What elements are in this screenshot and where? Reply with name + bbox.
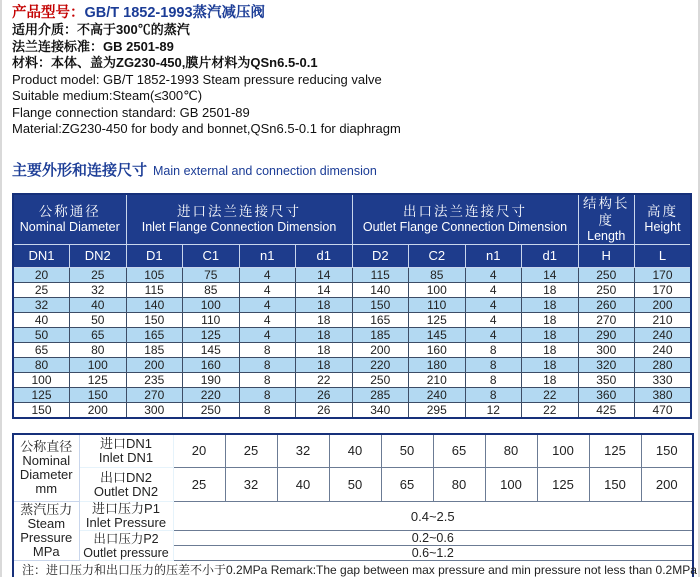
table-cell: 185: [352, 327, 409, 342]
table-cell: 40: [13, 312, 70, 327]
label-line: 进口压力P1: [92, 501, 160, 516]
table-cell: 40: [70, 297, 127, 312]
table-cell: 14: [522, 267, 579, 282]
table-cell: 150: [641, 434, 693, 468]
table-cell: 4: [465, 282, 522, 297]
section-title-cn: 主要外形和连接尺寸: [12, 161, 148, 179]
outlet-dn-row: [13, 468, 693, 502]
table-cell: 75: [183, 267, 240, 282]
table-cell: 125: [537, 468, 589, 502]
table-cell: 320: [578, 357, 635, 372]
table-cell: 165: [126, 327, 183, 342]
group-label-en: Length: [587, 228, 626, 243]
table-cell: 250: [352, 372, 409, 387]
group-outlet-flange: [352, 194, 578, 245]
group-label-cn: 公称通径: [38, 204, 101, 219]
medium-line-cn: 适用介质：不高于300℃的蒸汽: [12, 22, 190, 37]
product-model-label: 产品型号：: [12, 5, 85, 21]
table-cell: 65: [433, 434, 485, 468]
group-label-cn: 高度: [647, 204, 678, 219]
table-cell: 18: [296, 357, 353, 372]
table-cell: 50: [381, 434, 433, 468]
table-cell: 200: [635, 297, 692, 312]
label-line: MPa: [32, 544, 60, 559]
table-cell: 125: [589, 434, 641, 468]
table-cell: 4: [239, 297, 296, 312]
table-cell: 32: [70, 282, 127, 297]
group-label-cn: 结构长度: [583, 195, 630, 228]
table-cell: 18: [522, 327, 579, 342]
table-cell: 8: [239, 402, 296, 418]
table-cell: 18: [296, 327, 353, 342]
table-cell: 100: [183, 297, 240, 312]
table-cell: 18: [296, 297, 353, 312]
table-cell: 22: [522, 402, 579, 418]
table-cell: 125: [409, 312, 466, 327]
table-cell: 40: [329, 434, 381, 468]
table-cell: 50: [70, 312, 127, 327]
table-cell: 100: [485, 468, 537, 502]
flange-standard-line-cn: 法兰连接标准：GB 2501-89: [12, 38, 174, 54]
table-cell: 80: [13, 357, 70, 372]
outlet-pressure-value-2: 0.6~1.2: [173, 546, 693, 561]
table-cell: 4: [239, 282, 296, 297]
product-model-line-en: Product model: GB/T 1852-1993 Steam pressure reducing valve: [12, 71, 382, 87]
label-line: 出口压力P2: [93, 531, 159, 546]
table-cell: 250: [183, 402, 240, 418]
table-cell: 25: [225, 434, 277, 468]
label-line: Nominal: [22, 452, 71, 468]
label-line: 进口DN1: [99, 435, 152, 451]
group-length: [578, 194, 635, 245]
table-cell: 40: [277, 468, 329, 502]
table-cell: 200: [126, 357, 183, 372]
table-cell: 125: [183, 327, 240, 342]
table-row: [13, 327, 691, 342]
table-cell: 270: [126, 387, 183, 402]
table-cell: 160: [183, 357, 240, 372]
table-row: [13, 387, 691, 402]
table-cell: 100: [537, 434, 589, 468]
table-cell: 12: [465, 402, 522, 418]
table-cell: 190: [183, 372, 240, 387]
column-header: H: [578, 244, 635, 267]
table-cell: 50: [13, 327, 70, 342]
label-line: 蒸汽压力: [20, 502, 73, 517]
steam-pressure-label: [13, 502, 79, 561]
table-cell: 380: [635, 387, 692, 402]
table-cell: 300: [126, 402, 183, 418]
table-cell: 150: [126, 312, 183, 327]
table-cell: 200: [352, 342, 409, 357]
table-cell: 150: [13, 402, 70, 418]
table-cell: 170: [635, 282, 692, 297]
inlet-dn-row: [13, 434, 693, 468]
column-header: L: [635, 244, 692, 267]
flange-standard-line-en: Flange connection standard: GB 2501-89: [12, 104, 250, 120]
table-cell: 150: [352, 297, 409, 312]
table-cell: 26: [296, 402, 353, 418]
table-cell: 330: [635, 372, 692, 387]
table-cell: 22: [296, 372, 353, 387]
table-cell: 32: [225, 468, 277, 502]
label-line: Diameter: [19, 466, 73, 482]
table-cell: 250: [578, 282, 635, 297]
section-title-en: Main external and connection dimension: [153, 163, 377, 178]
section-title: [12, 159, 698, 180]
table-cell: 32: [13, 297, 70, 312]
product-model-value: GB/T 1852-1993蒸汽减压阀: [84, 5, 266, 21]
table-row: [13, 402, 691, 418]
table-cell: 8: [239, 357, 296, 372]
table-cell: 165: [352, 312, 409, 327]
table-cell: 65: [13, 342, 70, 357]
table-cell: 18: [296, 312, 353, 327]
table-cell: 25: [13, 282, 70, 297]
product-info: [2, 4, 698, 138]
table-cell: 18: [522, 282, 579, 297]
outlet-pressure-label: [79, 531, 173, 561]
table-cell: 285: [352, 387, 409, 402]
group-header-row: [13, 194, 691, 245]
table-cell: 160: [409, 342, 466, 357]
table-cell: 18: [522, 312, 579, 327]
table-cell: 18: [296, 342, 353, 357]
table-cell: 50: [329, 468, 381, 502]
table-cell: 8: [239, 342, 296, 357]
column-header-row: [13, 244, 691, 267]
medium-line-en: Suitable medium:Steam(≤300℃): [12, 88, 203, 103]
outlet-dn-label: [79, 468, 173, 502]
table-row: [13, 342, 691, 357]
label-line: Inlet DN1: [98, 449, 154, 465]
table-cell: 140: [352, 282, 409, 297]
table-cell: 4: [239, 312, 296, 327]
table-cell: 115: [352, 267, 409, 282]
outlet-pressure-value-1: 0.2~0.6: [173, 531, 693, 546]
table-cell: 18: [522, 372, 579, 387]
table-cell: 80: [485, 434, 537, 468]
group-nominal-diameter: [13, 194, 126, 245]
table-cell: 270: [578, 312, 635, 327]
column-header: d1: [522, 244, 579, 267]
inlet-pressure-value: 0.4~2.5: [173, 502, 693, 531]
label-line: Outlet DN2: [93, 483, 159, 499]
label-line: mm: [35, 480, 58, 496]
table-cell: 200: [641, 468, 693, 502]
table-row: [13, 312, 691, 327]
table-cell: 260: [578, 297, 635, 312]
table-cell: 145: [409, 327, 466, 342]
table-cell: 14: [296, 267, 353, 282]
table-cell: 65: [70, 327, 127, 342]
column-header: d1: [296, 244, 353, 267]
group-height: [635, 194, 692, 245]
table-cell: 25: [70, 267, 127, 282]
table-cell: 80: [70, 342, 127, 357]
label-line: 公称直径: [20, 438, 73, 454]
table-cell: 280: [635, 357, 692, 372]
dimension-table: [12, 193, 692, 419]
table-cell: 300: [578, 342, 635, 357]
column-header: DN1: [13, 244, 70, 267]
group-label-en: Height: [644, 220, 681, 234]
table-cell: 8: [465, 357, 522, 372]
table-cell: 470: [635, 402, 692, 418]
column-header: D1: [126, 244, 183, 267]
table-cell: 110: [183, 312, 240, 327]
table-cell: 4: [465, 312, 522, 327]
product-model-line: [12, 4, 698, 22]
table-cell: 250: [578, 267, 635, 282]
spec-table: [12, 433, 697, 577]
column-header: n1: [239, 244, 296, 267]
table-cell: 85: [409, 267, 466, 282]
table-cell: 145: [183, 342, 240, 357]
table-cell: 220: [183, 387, 240, 402]
table-cell: 170: [635, 267, 692, 282]
table-row: [13, 357, 691, 372]
material-line-en: Material:ZG230-450 for body and bonnet,QSn6.5-0.1 for diaphragm: [12, 121, 401, 136]
table-cell: 240: [409, 387, 466, 402]
inlet-pressure-label: [79, 502, 173, 531]
table-cell: 65: [381, 468, 433, 502]
table-cell: 210: [635, 312, 692, 327]
table-cell: 210: [409, 372, 466, 387]
dimension-table-body: [13, 267, 691, 418]
group-label-en: Outlet Flange Connection Dimension: [362, 220, 568, 234]
material-line-cn: 材料：本体、盖为ZG230-450,膜片材料为QSn6.5-0.1: [12, 55, 318, 70]
table-cell: 4: [465, 327, 522, 342]
table-cell: 32: [277, 434, 329, 468]
dimension-table-head: [13, 194, 691, 268]
table-row: [13, 267, 691, 282]
table-cell: 200: [70, 402, 127, 418]
table-cell: 125: [13, 387, 70, 402]
table-cell: 18: [522, 357, 579, 372]
table-cell: 4: [239, 267, 296, 282]
table-cell: 14: [296, 282, 353, 297]
column-header: D2: [352, 244, 409, 267]
table-cell: 240: [635, 342, 692, 357]
table-cell: 235: [126, 372, 183, 387]
label-line: Pressure: [20, 530, 73, 545]
table-cell: 80: [433, 468, 485, 502]
inlet-pressure-row: [13, 502, 693, 531]
column-header: n1: [465, 244, 522, 267]
table-cell: 100: [409, 282, 466, 297]
group-inlet-flange: [126, 194, 352, 245]
table-cell: 295: [409, 402, 466, 418]
table-cell: 115: [126, 282, 183, 297]
table-row: [13, 282, 691, 297]
group-label-en: Inlet Flange Connection Dimension: [141, 220, 337, 234]
table-cell: 18: [522, 297, 579, 312]
table-cell: 20: [13, 267, 70, 282]
table-cell: 140: [126, 297, 183, 312]
label-line: 出口DN2: [99, 469, 152, 485]
table-cell: 125: [70, 372, 127, 387]
table-cell: 8: [465, 372, 522, 387]
table-cell: 220: [352, 357, 409, 372]
column-header: DN2: [70, 244, 127, 267]
table-cell: 20: [173, 434, 225, 468]
table-cell: 425: [578, 402, 635, 418]
table-cell: 360: [578, 387, 635, 402]
label-line: Steam: [27, 516, 66, 531]
table-cell: 240: [635, 327, 692, 342]
group-label-cn: 出口法兰连接尺寸: [403, 204, 527, 219]
table-cell: 150: [70, 387, 127, 402]
table-cell: 8: [465, 387, 522, 402]
remark-text: 注：进口压力和出口压力的压差不小于0.2MPa Remark:The gap between max pressure and min pressure not less than 0.2MPa: [13, 561, 693, 577]
group-label-en: Nominal Diameter: [19, 220, 120, 234]
table-cell: 26: [296, 387, 353, 402]
label-line: Outlet pressure: [83, 545, 169, 560]
table-cell: 185: [126, 342, 183, 357]
remark-row: [13, 561, 693, 577]
table-cell: 4: [465, 297, 522, 312]
table-cell: 8: [239, 372, 296, 387]
table-row: [13, 297, 691, 312]
table-cell: 85: [183, 282, 240, 297]
table-cell: 180: [409, 357, 466, 372]
column-header: C2: [409, 244, 466, 267]
table-cell: 4: [465, 267, 522, 282]
table-cell: 8: [239, 387, 296, 402]
outlet-pressure-row-1: [13, 531, 693, 546]
inlet-dn-label: [79, 434, 173, 468]
table-row: [13, 372, 691, 387]
table-cell: 8: [465, 342, 522, 357]
table-cell: 100: [13, 372, 70, 387]
table-cell: 105: [126, 267, 183, 282]
table-cell: 110: [409, 297, 466, 312]
group-label-cn: 进口法兰连接尺寸: [177, 204, 301, 219]
table-cell: 22: [522, 387, 579, 402]
table-cell: 340: [352, 402, 409, 418]
column-header: C1: [183, 244, 240, 267]
nominal-diameter-label: [13, 434, 79, 502]
table-cell: 25: [173, 468, 225, 502]
table-cell: 4: [239, 327, 296, 342]
table-cell: 18: [522, 342, 579, 357]
label-line: Inlet Pressure: [85, 515, 167, 530]
table-cell: 290: [578, 327, 635, 342]
table-cell: 100: [70, 357, 127, 372]
table-cell: 350: [578, 372, 635, 387]
table-cell: 150: [589, 468, 641, 502]
